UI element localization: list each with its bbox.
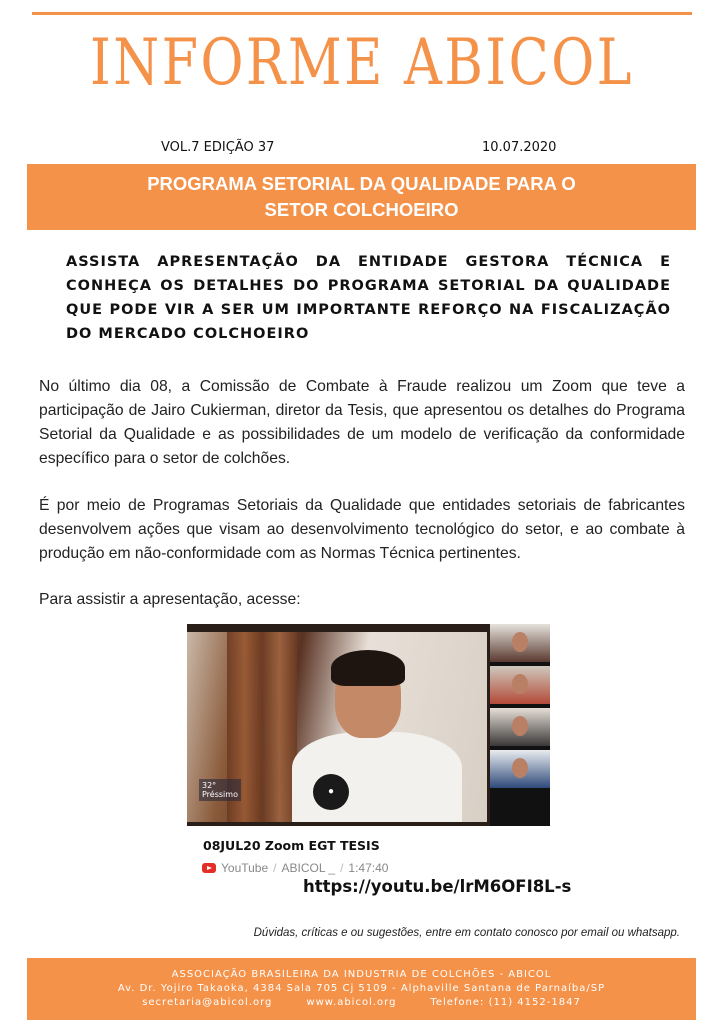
speaker-hair [331,650,405,686]
lead-paragraph: ASSISTA APRESENTAÇÃO DA ENTIDADE GESTORA TÉCNICA E CONHEÇA OS DETALHES DO PROGRAMA SETORIAL DA QUALIDADE QUE PODE VIR A SER UM IMPORTANTE REFORÇO NA FISCALIZAÇÃO DO MERCADO COLCHOEIRO [66,254,671,342]
participant-thumbnail [490,666,550,704]
participant-avatar [512,716,528,736]
video-thumbnail[interactable] [187,624,550,826]
youtube-icon [202,863,216,873]
headline-line-2: SETOR COLCHOEIRO [264,199,459,220]
body-paragraph-3: Para assistir a apresentação, acesse: [39,591,301,608]
weather-temperature: 32° [202,781,217,790]
footer-banner [27,958,696,1020]
meta-separator: / [273,861,277,875]
body-paragraph-2: É por meio de Programas Setoriais da Qualidade que entidades setoriais de fabricantes desenvolvem ações que visam ao desenvolvimento tecnológico do setor, e ao combate à produção em não-conformidade com as Normas Técnica pertinentes. [39,497,685,562]
speaker-shirt [292,732,462,822]
headline-banner [27,164,696,230]
weather-overlay [199,779,241,801]
issue-volume: VOL.7 EDIÇÃO 37 [161,140,275,155]
footer-contacts [27,996,696,1010]
video-title[interactable]: 08JUL20 Zoom EGT TESIS [203,838,380,853]
footer-organization: ASSOCIAÇÃO BRASILEIRA DA INDUSTRIA DE COLCHÕES - ABICOL [171,969,552,980]
participant-thumbnail [490,624,550,662]
contact-note: Dúvidas, críticas e ou sugestões, entre em contato conosco por email ou whatsapp. [253,927,680,939]
masthead-title: INFORME ABICOL [90,26,634,100]
tv-logo-microphone-icon: ● [313,774,349,810]
footer-email[interactable]: secretaria@abicol.org [142,997,273,1008]
footer-website[interactable]: www.abicol.org [306,997,397,1008]
participant-avatar [512,674,528,694]
video-meta [202,861,388,875]
video-link[interactable]: https://youtu.be/lrM6OFI8L-s [303,877,572,896]
participant-avatar [512,758,528,778]
participant-avatar [512,632,528,652]
video-duration: 1:47:40 [348,861,389,875]
issue-date: 10.07.2020 [482,140,557,155]
footer-phone: Telefone: (11) 4152-1847 [430,997,581,1008]
weather-label: Préssimo [202,790,238,799]
video-channel: ABICOL _ [281,861,336,875]
body-paragraph-1: No último dia 08, a Comissão de Combate à Fraude realizou um Zoom que teve a participação de Jairo Cukierman, diretor da Tesis, que apresentou os detalhes do Programa Setorial da Qualidade e as possibilidades de um modelo de verificação da conformidade específico para o setor de colchões. [39,378,685,467]
headline-line-1: PROGRAMA SETORIAL DA QUALIDADE PARA O [147,173,576,194]
top-rule [32,12,692,15]
participant-thumbnail [490,708,550,746]
footer-address: Av. Dr. Yojiro Takaoka, 4384 Sala 705 Cj 5109 - Alphaville Santana de Parnaíba/SP [117,983,606,994]
video-platform: YouTube [221,861,269,875]
meta-separator: / [340,861,344,875]
participant-thumbnail [490,750,550,788]
